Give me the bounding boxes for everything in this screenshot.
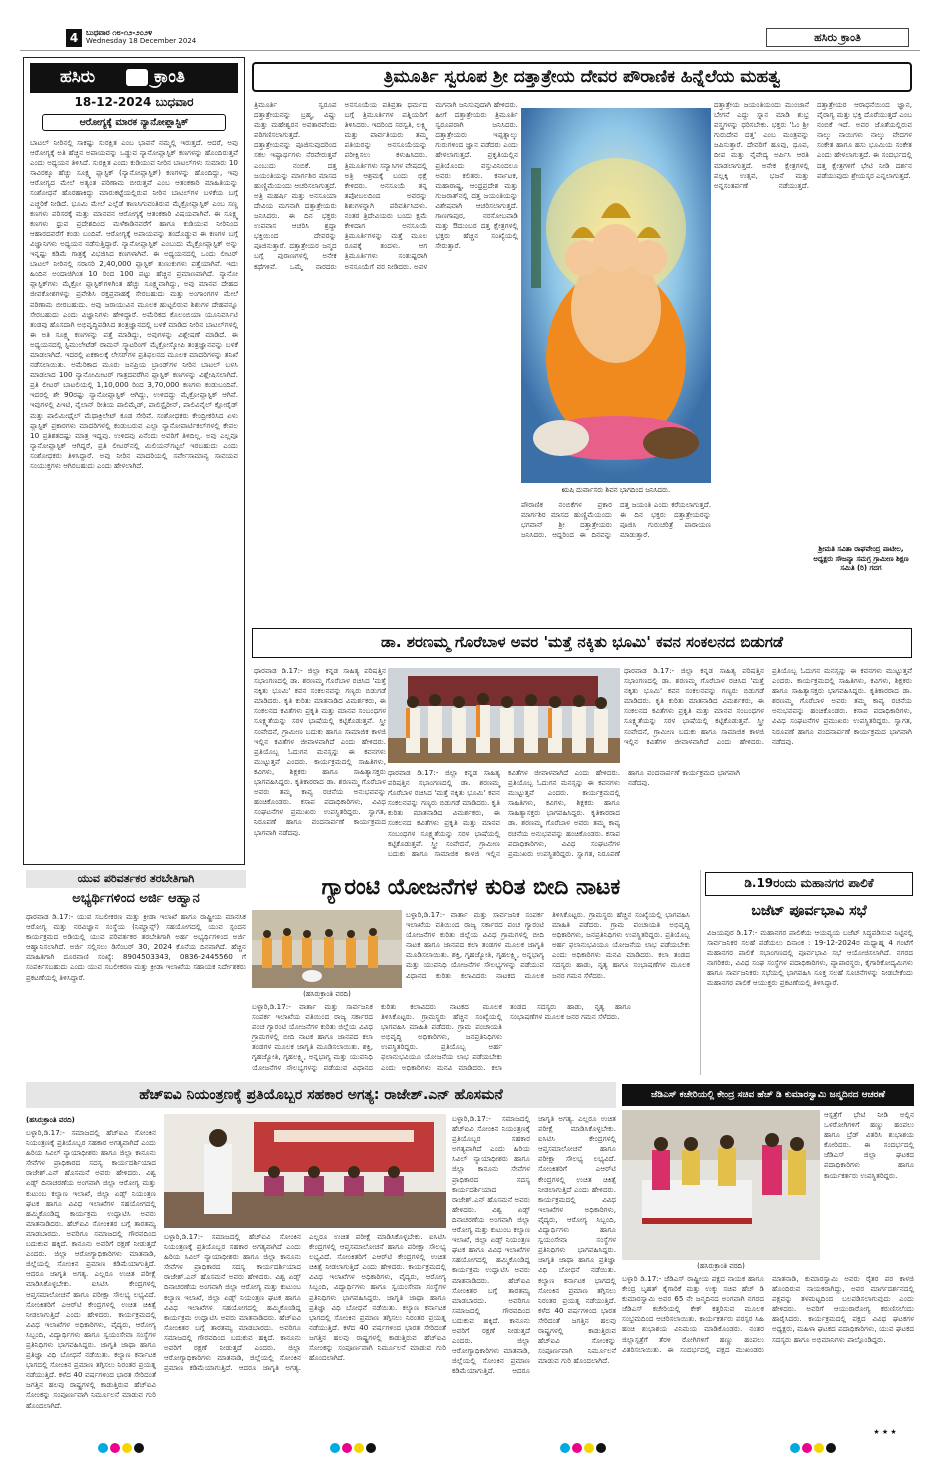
jds-title: ಜೆಡಿಎಸ್ ಕಚೇರಿಯಲ್ಲಿ ಕೇಂದ್ರ ಸಚಿವ ಹೆಚ್ ಡಿ ಕುಮಾರಸ್ವಾಮಿ ಜನ್ಮದಿನದ ಆಚರಣೆ — [622, 1084, 914, 1106]
guarantee-photo-caption: (ಹಸಿರುಕ್ರಾಂತಿ ವರದಿ) — [303, 990, 351, 998]
magenta-dot-icon — [802, 1443, 812, 1453]
cyan-dot-icon — [560, 1443, 570, 1453]
yellow-dot-icon — [122, 1443, 132, 1453]
dattatreya-image — [521, 108, 711, 483]
cyan-dot-icon — [98, 1443, 108, 1453]
sidebar-masthead-word2: ಕ್ರಾಂತಿ — [154, 67, 185, 87]
book-release-body-middle: ಧಾರವಾಡ ಡಿ.17:- ಜಿಲ್ಲಾ ಕನ್ನಡ ಸಾಹಿತ್ಯ ಪರಿಷತ್ತಿನ ಸಭಾಂಗಣದಲ್ಲಿ ಡಾ. ಶರಣಮ್ಮ ಗೊರೆಬಾಳ ರಚಿಸಿದ 'ಮತ್ತೆ ನಕ್ಕಿತು ಭೂಮಿ' ಕವನ ಸಂಕಲನವನ್ನು ಗಣ್ಯರು ಬಿಡುಗಡೆ ಮಾಡಿದರು. ಕೃತಿ ಕುರಿತು ಮಾತನಾಡಿದ ವಿಮರ್ಶಕರು, ಈ ಸಂಕಲನದ ಕವಿತೆಗಳು ಪ್ರಕೃತಿ ಮತ್ತು ಮಾನವ ಸಂಬಂಧಗಳ ಸೂಕ್ಷ್ಮತೆಯನ್ನು ಸರಳ ಭಾಷೆಯಲ್ಲಿ ಕಟ್ಟಿಕೊಡುತ್ತವೆ. ಸ್ತ್ರೀ ಸಂವೇದನೆ, ಗ್ರಾಮೀಣ ಬದುಕು ಹಾಗೂ ಸಾಮಾಜಿಕ ಕಾಳಜಿ ಇಲ್ಲಿನ ಕವಿತೆಗಳ ಜೀವಾಳವಾಗಿದೆ ಎಂದು ಹೇಳಿದರು. ಪ್ರತಿಯೊಬ್ಬ ಓದುಗನ ಮನಸ್ಸನ್ನು ಈ ಕವನಗಳು ಮುಟ್ಟುತ್ತವೆ ಎಂದರು. ಕಾರ್ಯಕ್ರಮದಲ್ಲಿ ಸಾಹಿತಿಗಳು, ಕವಿಗಳು, ಶಿಕ್ಷಕರು ಹಾಗೂ ಸಾಹಿತ್ಯಾಸಕ್ತರು ಭಾಗವಹಿಸಿದ್ದರು. ಕೃತಿಕಾರರಾದ ಡಾ. ಶರಣಮ್ಮ ಗೊರೆಬಾಳ ಅವರು ತಮ್ಮ ಕಾವ್ಯ ರಚನೆಯ ಅನುಭವವನ್ನು ಹಂಚಿಕೊಂಡರು. ಕಸಾಪ ಪದಾಧಿಕಾರಿಗಳು, ವಿವಿಧ ಸಂಘಟನೆಗಳ ಪ್ರಮುಖರು ಉಪಸ್ಥಿತರಿದ್ದರು. ಸ್ವಾಗತ, ನಿರೂಪಣೆ ಹಾಗೂ ವಂದನಾರ್ಪಣೆ ಕಾರ್ಯಕ್ರಮದ ಭಾಗವಾಗಿ ನಡೆದವು. — [388, 768, 740, 858]
guarantee-title: ಗ್ಯಾರಂಟಿ ಯೋಜನೆಗಳ ಕುರಿತ ಬೀದಿ ನಾಟಕ — [321, 875, 621, 900]
hiv-dateline: (ಹಸಿರುಕ್ರಾಂತಿ ವರದಿ) — [26, 1116, 75, 1124]
left-sidebar — [23, 57, 245, 865]
feature-title: ತ್ರಿಮೂರ್ತಿ ಸ್ವರೂಪ ಶ್ರೀ ದತ್ತಾತ್ರೇಯ ದೇವರ ಪೌರಾಣಿಕ ಹಿನ್ನೆಲೆಯ ಮಹತ್ವ — [252, 62, 912, 92]
black-dot-icon — [366, 1443, 376, 1453]
hiv-body-col1: ಬಳ್ಳಾರಿ,ಡಿ.17:- ಸಮಾಜದಲ್ಲಿ ಹೆಚ್‌ಐವಿ ಸೋಂಕಿನ ನಿಯಂತ್ರಣಕ್ಕೆ ಪ್ರತಿಯೊಬ್ಬರ ಸಹಕಾರ ಅಗತ್ಯವಾಗಿದೆ ಎಂದು ಹಿರಿಯ ಸಿವಿಲ್ ನ್ಯಾಯಾಧೀಶರು ಹಾಗೂ ಜಿಲ್ಲಾ ಕಾನೂನು ಸೇವೆಗಳ ಪ್ರಾಧಿಕಾರದ ಸದಸ್ಯ ಕಾರ್ಯದರ್ಶಿಯಾದ ರಾಜೇಶ್.ಎನ್ ಹೊಸಮನೆ ಅವರು ಹೇಳಿದರು. ವಿಶ್ವ ಏಡ್ಸ್ ದಿನಾಚರಣೆಯ ಅಂಗವಾಗಿ ಜಿಲ್ಲಾ ಆರೋಗ್ಯ ಮತ್ತು ಕುಟುಂಬ ಕಲ್ಯಾಣ ಇಲಾಖೆ, ಜಿಲ್ಲಾ ಏಡ್ಸ್ ನಿಯಂತ್ರಣ ಘಟಕ ಹಾಗೂ ವಿವಿಧ ಇಲಾಖೆಗಳ ಸಹಯೋಗದಲ್ಲಿ ಹಮ್ಮಿಕೊಂಡಿದ್ದ ಕಾರ್ಯಕ್ರಮ ಉದ್ಘಾಟಿಸಿ ಅವರು ಮಾತನಾಡಿದರು. ಹೆಚ್‌ಐವಿ ಸೋಂಕಿತರ ಬಗ್ಗೆ ತಾರತಮ್ಯ ಮಾಡಬಾರದು. ಅವರಿಗೂ ಸಮಾಜದಲ್ಲಿ ಗೌರವದಿಂದ ಬದುಕುವ ಹಕ್ಕಿದೆ. ಕಾನೂನು ಅವರಿಗೆ ರಕ್ಷಣೆ ನೀಡುತ್ತದೆ ಎಂದರು. ಜಿಲ್ಲಾ ಆರೋಗ್ಯಾಧಿಕಾರಿಗಳು ಮಾತನಾಡಿ, ಜಿಲ್ಲೆಯಲ್ಲಿ ಸೋಂಕಿನ ಪ್ರಮಾಣ ಕಡಿಮೆಯಾಗುತ್ತಿದೆ. ಆದರೂ ಜಾಗೃತಿ ಅಗತ್ಯ. ಎಲ್ಲರೂ ಉಚಿತ ಪರೀಕ್ಷೆ ಮಾಡಿಸಿಕೊಳ್ಳಬೇಕು. ಐಸಿಟಿಸಿ ಕೇಂದ್ರಗಳಲ್ಲಿ ಆಪ್ತಸಮಾಲೋಚನೆ ಹಾಗೂ ಪರೀಕ್ಷಾ ಸೌಲಭ್ಯ ಲಭ್ಯವಿದೆ. ಸೋಂಕಿತರಿಗೆ ಎಆರ್‌ಟಿ ಕೇಂದ್ರಗಳಲ್ಲಿ ಉಚಿತ ಚಿಕಿತ್ಸೆ ನೀಡಲಾಗುತ್ತಿದೆ ಎಂದು ಹೇಳಿದರು. ಕಾರ್ಯಕ್ರಮದಲ್ಲಿ ವಿವಿಧ ಇಲಾಖೆಗಳ ಅಧಿಕಾರಿಗಳು, ವೈದ್ಯರು, ಆರೋಗ್ಯ ಸಿಬ್ಬಂದಿ, ವಿದ್ಯಾರ್ಥಿಗಳು ಹಾಗೂ ಸ್ವಯಂಸೇವಾ ಸಂಸ್ಥೆಗಳ ಪ್ರತಿನಿಧಿಗಳು ಭಾಗವಹಿಸಿದ್ದರು. ಜಾಗೃತಿ ಜಾಥಾ ಹಾಗೂ ಪ್ರತಿಜ್ಞಾ ವಿಧಿ ಬೋಧನೆ ನಡೆಯಿತು. ಕಲ್ಯಾಣ ಕರ್ನಾಟಕ ಭಾಗದಲ್ಲಿ ಸೋಂಕಿನ ಪ್ರಮಾಣ ತಗ್ಗಿಸಲು ನಿರಂತರ ಪ್ರಯತ್ನ ನಡೆಯುತ್ತಿದೆ. ಕಳೆದ 40 ವರ್ಷಗಳಿಂದ ಭಾರತ ಸೇರಿದಂತೆ ಜಗತ್ತಿನ ಹಲವು ರಾಷ್ಟ್ರಗಳಲ್ಲಿ ಕಾಡುತ್ತಿರುವ ಹೆಚ್‌ಐವಿ ಸೋಂಕನ್ನು ಸಂಪೂರ್ಣವಾಗಿ ನಿರ್ಮೂಲನೆ ಮಾಡುವ ಗುರಿ ಹೊಂದಲಾಗಿದೆ. — [26, 1128, 156, 1410]
magenta-dot-icon — [110, 1443, 120, 1453]
budget-title-line1: ಡಿ.19ರಂದು ಮಹಾನಗರ ಪಾಲಿಕೆ — [705, 872, 913, 896]
guarantee-body-below: ಬಳ್ಳಾರಿ,ಡಿ.17:- ವಾರ್ತಾ ಮತ್ತು ಸಾರ್ವಜನಿಕ ಸಂಪರ್ಕ ಇಲಾಖೆಯ ವತಿಯಿಂದ ರಾಜ್ಯ ಸರ್ಕಾರದ ಪಂಚ ಗ್ಯಾರಂಟಿ ಯೋಜನೆಗಳ ಕುರಿತು ಜಿಲ್ಲೆಯ ವಿವಿಧ ಗ್ರಾಮಗಳಲ್ಲಿ ಬೀದಿ ನಾಟಕ ಹಾಗೂ ಜಾನಪದ ಕಲಾ ತಂಡಗಳ ಮೂಲಕ ಜಾಗೃತಿ ಮೂಡಿಸಲಾಯಿತು. ಶಕ್ತಿ, ಗೃಹಜ್ಯೋತಿ, ಗೃಹಲಕ್ಷ್ಮಿ, ಅನ್ನಭಾಗ್ಯ ಮತ್ತು ಯುವನಿಧಿ ಯೋಜನೆಗಳ ಸೌಲಭ್ಯಗಳನ್ನು ಪಡೆಯುವ ವಿಧಾನದ ಕುರಿತು ಕಲಾವಿದರು ನಾಟಕದ ಮೂಲಕ ತಿಳಿಸಿಕೊಟ್ಟರು. ಗ್ರಾಮಸ್ಥರು ಹೆಚ್ಚಿನ ಸಂಖ್ಯೆಯಲ್ಲಿ ಭಾಗವಹಿಸಿ ಮಾಹಿತಿ ಪಡೆದರು. ಗ್ರಾಮ ಪಂಚಾಯತಿ ಅಭಿವೃದ್ಧಿ ಅಧಿಕಾರಿಗಳು, ಜನಪ್ರತಿನಿಧಿಗಳು ಉಪಸ್ಥಿತರಿದ್ದರು. ಪ್ರತಿಯೊಬ್ಬ ಅರ್ಹ ಫಲಾನುಭವಿಯೂ ಯೋಜನೆಯ ಲಾಭ ಪಡೆಯಬೇಕು ಎಂದು ಅಧಿಕಾರಿಗಳು ಮನವಿ ಮಾಡಿದರು. ಕಲಾ ತಂಡದ ಸದಸ್ಯರು ಹಾಡು, ನೃತ್ಯ ಹಾಗೂ ಸಂಭಾಷಣೆಗಳ ಮೂಲಕ ಜನರ ಗಮನ ಸೆಳೆದರು. — [252, 1002, 631, 1072]
yellow-dot-icon — [814, 1443, 824, 1453]
guarantee-body-right: ಬಳ್ಳಾರಿ,ಡಿ.17:- ವಾರ್ತಾ ಮತ್ತು ಸಾರ್ವಜನಿಕ ಸಂಪರ್ಕ ಇಲಾಖೆಯ ವತಿಯಿಂದ ರಾಜ್ಯ ಸರ್ಕಾರದ ಪಂಚ ಗ್ಯಾರಂಟಿ ಯೋಜನೆಗಳ ಕುರಿತು ಜಿಲ್ಲೆಯ ವಿವಿಧ ಗ್ರಾಮಗಳಲ್ಲಿ ಬೀದಿ ನಾಟಕ ಹಾಗೂ ಜಾನಪದ ಕಲಾ ತಂಡಗಳ ಮೂಲಕ ಜಾಗೃತಿ ಮೂಡಿಸಲಾಯಿತು. ಶಕ್ತಿ, ಗೃಹಜ್ಯೋತಿ, ಗೃಹಲಕ್ಷ್ಮಿ, ಅನ್ನಭಾಗ್ಯ ಮತ್ತು ಯುವನಿಧಿ ಯೋಜನೆಗಳ ಸೌಲಭ್ಯಗಳನ್ನು ಪಡೆಯುವ ವಿಧಾನದ ಕುರಿತು ಕಲಾವಿದರು ನಾಟಕದ ಮೂಲಕ ತಿಳಿಸಿಕೊಟ್ಟರು. ಗ್ರಾಮಸ್ಥರು ಹೆಚ್ಚಿನ ಸಂಖ್ಯೆಯಲ್ಲಿ ಭಾಗವಹಿಸಿ ಮಾಹಿತಿ ಪಡೆದರು. ಗ್ರಾಮ ಪಂಚಾಯತಿ ಅಭಿವೃದ್ಧಿ ಅಧಿಕಾರಿಗಳು, ಜನಪ್ರತಿನಿಧಿಗಳು ಉಪಸ್ಥಿತರಿದ್ದರು. ಪ್ರತಿಯೊಬ್ಬ ಅರ್ಹ ಫಲಾನುಭವಿಯೂ ಯೋಜನೆಯ ಲಾಭ ಪಡೆಯಬೇಕು ಎಂದು ಅಧಿಕಾರಿಗಳು ಮನವಿ ಮಾಡಿದರು. ಕಲಾ ತಂಡದ ಸದಸ್ಯರು ಹಾಡು, ನೃತ್ಯ ಹಾಗೂ ಸಂಭಾಷಣೆಗಳ ಮೂಲಕ ಜನರ ಗಮನ ಸೆಳೆದರು. — [406, 910, 690, 980]
dattatreya-image-caption: ಋಷಿ ದುರ್ವಾಸರು ಶಿವನ ಭಾಗದಿಂದ ಜನಿಸಿದರು. — [561, 486, 671, 494]
header-date-kannada: ಬುಧವಾರ ೧೮-೧೨-೨೦೨೪ — [86, 28, 153, 37]
magenta-dot-icon — [572, 1443, 582, 1453]
hiv-photo — [164, 1114, 446, 1228]
black-dot-icon — [826, 1443, 836, 1453]
hiv-body-col4: ಬಳ್ಳಾರಿ,ಡಿ.17:- ಸಮಾಜದಲ್ಲಿ ಹೆಚ್‌ಐವಿ ಸೋಂಕಿನ ನಿಯಂತ್ರಣಕ್ಕೆ ಪ್ರತಿಯೊಬ್ಬರ ಸಹಕಾರ ಅಗತ್ಯವಾಗಿದೆ ಎಂದು ಹಿರಿಯ ಸಿವಿಲ್ ನ್ಯಾಯಾಧೀಶರು ಹಾಗೂ ಜಿಲ್ಲಾ ಕಾನೂನು ಸೇವೆಗಳ ಪ್ರಾಧಿಕಾರದ ಸದಸ್ಯ ಕಾರ್ಯದರ್ಶಿಯಾದ ರಾಜೇಶ್.ಎನ್ ಹೊಸಮನೆ ಅವರು ಹೇಳಿದರು. ವಿಶ್ವ ಏಡ್ಸ್ ದಿನಾಚರಣೆಯ ಅಂಗವಾಗಿ ಜಿಲ್ಲಾ ಆರೋಗ್ಯ ಮತ್ತು ಕುಟುಂಬ ಕಲ್ಯಾಣ ಇಲಾಖೆ, ಜಿಲ್ಲಾ ಏಡ್ಸ್ ನಿಯಂತ್ರಣ ಘಟಕ ಹಾಗೂ ವಿವಿಧ ಇಲಾಖೆಗಳ ಸಹಯೋಗದಲ್ಲಿ ಹಮ್ಮಿಕೊಂಡಿದ್ದ ಕಾರ್ಯಕ್ರಮ ಉದ್ಘಾಟಿಸಿ ಅವರು ಮಾತನಾಡಿದರು. ಹೆಚ್‌ಐವಿ ಸೋಂಕಿತರ ಬಗ್ಗೆ ತಾರತಮ್ಯ ಮಾಡಬಾರದು. ಅವರಿಗೂ ಸಮಾಜದಲ್ಲಿ ಗೌರವದಿಂದ ಬದುಕುವ ಹಕ್ಕಿದೆ. ಕಾನೂನು ಅವರಿಗೆ ರಕ್ಷಣೆ ನೀಡುತ್ತದೆ ಎಂದರು. ಜಿಲ್ಲಾ ಆರೋಗ್ಯಾಧಿಕಾರಿಗಳು ಮಾತನಾಡಿ, ಜಿಲ್ಲೆಯಲ್ಲಿ ಸೋಂಕಿನ ಪ್ರಮಾಣ ಕಡಿಮೆಯಾಗುತ್ತಿದೆ. ಆದರೂ ಜಾಗೃತಿ ಅಗತ್ಯ. ಎಲ್ಲರೂ ಉಚಿತ ಪರೀಕ್ಷೆ ಮಾಡಿಸಿಕೊಳ್ಳಬೇಕು. ಐಸಿಟಿಸಿ ಕೇಂದ್ರಗಳಲ್ಲಿ ಆಪ್ತಸಮಾಲೋಚನೆ ಹಾಗೂ ಪರೀಕ್ಷಾ ಸೌಲಭ್ಯ ಲಭ್ಯವಿದೆ. ಸೋಂಕಿತರಿಗೆ ಎಆರ್‌ಟಿ ಕೇಂದ್ರಗಳಲ್ಲಿ ಉಚಿತ ಚಿಕಿತ್ಸೆ ನೀಡಲಾಗುತ್ತಿದೆ ಎಂದು ಹೇಳಿದರು. ಕಾರ್ಯಕ್ರಮದಲ್ಲಿ ವಿವಿಧ ಇಲಾಖೆಗಳ ಅಧಿಕಾರಿಗಳು, ವೈದ್ಯರು, ಆರೋಗ್ಯ ಸಿಬ್ಬಂದಿ, ವಿದ್ಯಾರ್ಥಿಗಳು ಹಾಗೂ ಸ್ವಯಂಸೇವಾ ಸಂಸ್ಥೆಗಳ ಪ್ರತಿನಿಧಿಗಳು ಭಾಗವಹಿಸಿದ್ದರು. ಜಾಗೃತಿ ಜಾಥಾ ಹಾಗೂ ಪ್ರತಿಜ್ಞಾ ವಿಧಿ ಬೋಧನೆ ನಡೆಯಿತು. ಕಲ್ಯಾಣ ಕರ್ನಾಟಕ ಭಾಗದಲ್ಲಿ ಸೋಂಕಿನ ಪ್ರಮಾಣ ತಗ್ಗಿಸಲು ನಿರಂತರ ಪ್ರಯತ್ನ ನಡೆಯುತ್ತಿದೆ. ಕಳೆದ 40 ವರ್ಷಗಳಿಂದ ಭಾರತ ಸೇರಿದಂತೆ ಜಗತ್ತಿನ ಹಲವು ರಾಷ್ಟ್ರಗಳಲ್ಲಿ ಕಾಡುತ್ತಿರುವ ಹೆಚ್‌ಐವಿ ಸೋಂಕನ್ನು ಸಂಪೂರ್ಣವಾಗಿ ನಿರ್ಮೂಲನೆ ಮಾಡುವ ಗುರಿ ಹೊಂದಲಾಗಿದೆ. — [452, 1114, 616, 1376]
header-rule — [20, 50, 920, 51]
book-release-title: ಡಾ. ಶರಣಮ್ಮ ಗೊರೆಬಾಳ ಅವರ 'ಮತ್ತೆ ನಕ್ಕಿತು ಭೂಮಿ' ಕವನ ಸಂಕಲನದ ಬಿಡುಗಡೆ — [252, 628, 912, 658]
youth-body: ಧಾರವಾಡ ಡಿ.17:- ಯುವ ಸಬಲೀಕರಣ ಮತ್ತು ಕ್ರೀಡಾ ಇಲಾಖೆ ಹಾಗೂ ರಾಷ್ಟ್ರೀಯ ಮಾನಸಿಕ ಆರೋಗ್ಯ ಮತ್ತು ನರವಿಜ್ಞಾನ ಸಂಸ್ಥೆಯ (ನಿಮ್ಹಾನ್ಸ್) ಸಹಯೋಗದಲ್ಲಿ ಯುವ ಸ್ಪಂದನ ಕಾರ್ಯಕ್ರಮದ ಅಡಿಯಲ್ಲಿ ಯುವ ಪರಿವರ್ತಕರ ತರಬೇತಿಗಾಗಿ ಅರ್ಹ ಅಭ್ಯರ್ಥಿಗಳಿಂದ ಅರ್ಜಿ ಆಹ್ವಾನಿಸಲಾಗಿದೆ. ಅರ್ಜಿ ಸಲ್ಲಿಸಲು ಡಿಸೆಂಬರ್ 30, 2024 ಕೊನೆಯ ದಿನವಾಗಿದೆ. ಹೆಚ್ಚಿನ ಮಾಹಿತಿಗಾಗಿ ದೂರವಾಣಿ ಸಂಖ್ಯೆ: 8904503343, 0836-2445560 ಗೆ ಸಂಪರ್ಕಿಸಬಹುದು ಎಂದು ಯುವ ಸಬಲೀಕರಣ ಮತ್ತು ಕ್ರೀಡಾ ಇಲಾಖೆಯ ಸಹಾಯಕ ನಿರ್ದೇಶಕರು ಪ್ರಕಟಣೆಯಲ್ಲಿ ತಿಳಿಸಿದ್ದಾರೆ. — [26, 912, 246, 982]
sidebar-date: 18-12-2024 ಬುಧವಾರ — [74, 95, 194, 109]
feature-body-left: ತ್ರಿಮೂರ್ತಿ ಸ್ವರೂಪ ದತ್ತಾತ್ರೇಯನನ್ನು ಬ್ರಹ್ಮ, ವಿಷ್ಣು ಮತ್ತು ಮಹೇಶ್ವರನ ಅವತಾರವೆಂದು ಪರಿಗಣಿಸಲಾಗುತ್ತದೆ. ದತ್ತಾತ್ರೇಯನನ್ನು ಪೂಜಿಸುವುದರಿಂದ ಸಕಲ ಇಷ್ಟಾರ್ಥಗಳು ನೆರವೇರುತ್ತವೆ ಎಂಬುದು ನಂಬಿಕೆ. ದತ್ತ ಜಯಂತಿಯನ್ನು ಮಾರ್ಗಶಿರ ಮಾಸದ ಹುಣ್ಣಿಮೆಯಂದು ಆಚರಿಸಲಾಗುತ್ತದೆ. ಅತ್ರಿ ಮಹರ್ಷಿ ಮತ್ತು ಅನಸೂಯಾ ದೇವಿಯ ಮಗನಾಗಿ ದತ್ತಾತ್ರೇಯರು ಜನಿಸಿದರು. ಈ ದಿನ ಭಕ್ತರು ಉಪವಾಸ ಆಚರಿಸಿ ಶ್ರದ್ಧಾ ಭಕ್ತಿಯಿಂದ ದೇವರನ್ನು ಪೂಜಿಸುತ್ತಾರೆ. ದತ್ತಾತ್ರೇಯರ ಜನ್ಮದ ಬಗ್ಗೆ ಪುರಾಣಗಳಲ್ಲಿ ಅನೇಕ ಕಥೆಗಳಿವೆ. ಒಮ್ಮೆ ನಾರದರು ಅನಸೂಯೆಯ ಪತಿವ್ರತಾ ಧರ್ಮದ ಬಗ್ಗೆ ತ್ರಿಮೂರ್ತಿಗಳ ಪತ್ನಿಯರಿಗೆ ತಿಳಿಸಿದರು. ಇದರಿಂದ ಸರಸ್ವತಿ, ಲಕ್ಷ್ಮಿ ಮತ್ತು ಪಾರ್ವತಿಯರು ತಮ್ಮ ಪತಿಯರನ್ನು ಅನಸೂಯೆಯನ್ನು ಪರೀಕ್ಷಿಸಲು ಕಳುಹಿಸಿದರು. ತ್ರಿಮೂರ್ತಿಗಳು ಸನ್ಯಾಸಿಗಳ ವೇಷದಲ್ಲಿ ಅತ್ರಿ ಆಶ್ರಮಕ್ಕೆ ಬಂದು ಭಿಕ್ಷೆ ಕೇಳಿದರು. ಅನಸೂಯೆ ತನ್ನ ತಪೋಬಲದಿಂದ ಅವರನ್ನು ಶಿಶುಗಳನ್ನಾಗಿ ಪರಿವರ್ತಿಸಿದಳು. ನಂತರ ತ್ರಿದೇವಿಯರು ಬಂದು ಕ್ಷಮೆ ಕೇಳಿದಾಗ ಅನಸೂಯೆ ತ್ರಿಮೂರ್ತಿಗಳನ್ನು ಮತ್ತೆ ಮೂಲ ರೂಪಕ್ಕೆ ತಂದಳು. ಆಗ ತ್ರಿಮೂರ್ತಿಗಳು ಸಂತುಷ್ಟರಾಗಿ ಅನಸೂಯೆಗೆ ವರ ನೀಡಿದರು. ಅವಳ ಮಗನಾಗಿ ಜನಿಸುವುದಾಗಿ ಹೇಳಿದರು. ಹೀಗೆ ದತ್ತಾತ್ರೇಯರು ತ್ರಿಮೂರ್ತಿ ಸ್ವರೂಪರಾಗಿ ಜನಿಸಿದರು. ದತ್ತಾತ್ರೇಯರು ಇಪ್ಪತ್ನಾಲ್ಕು ಗುರುಗಳಿಂದ ಜ್ಞಾನ ಪಡೆದರು ಎಂದು ಹೇಳಲಾಗುತ್ತದೆ. ಪ್ರಕೃತಿಯಲ್ಲಿನ ಪ್ರತಿಯೊಂದು ವಸ್ತುವಿನಿಂದಲೂ ಅವರು ಕಲಿತರು. ಕರ್ನಾಟಕ, ಮಹಾರಾಷ್ಟ್ರ, ಆಂಧ್ರಪ್ರದೇಶ ಮತ್ತು ಗುಜರಾತ್‌ನಲ್ಲಿ ದತ್ತ ಜಯಂತಿಯನ್ನು ವಿಶೇಷವಾಗಿ ಆಚರಿಸಲಾಗುತ್ತದೆ. ಗಾಣಗಾಪುರ, ನರಸೋಬವಾಡಿ ಮತ್ತು ಔದುಂಬರ ದತ್ತ ಕ್ಷೇತ್ರಗಳಲ್ಲಿ ಭಕ್ತರು ಹೆಚ್ಚಿನ ಸಂಖ್ಯೆಯಲ್ಲಿ ಸೇರುತ್ತಾರೆ. — [254, 100, 518, 271]
jds-photo — [622, 1110, 820, 1260]
jds-body: ಬಳ್ಳಾರಿ ಡಿ.17:- ಜೆಡಿಎಸ್ ರಾಷ್ಟ್ರೀಯ ಪಕ್ಷದ ನಾಯಕ ಹಾಗೂ ಕೇಂದ್ರ ಬೃಹತ್ ಕೈಗಾರಿಕೆ ಮತ್ತು ಉಕ್ಕು ಸಚಿವ ಹೆಚ್ ಡಿ ಕುಮಾರಸ್ವಾಮಿ ಅವರ 65 ನೇ ಜನ್ಮದಿನದ ಅಂಗವಾಗಿ ನಗರದ ಜೆಡಿಎಸ್ ಕಚೇರಿಯಲ್ಲಿ ಕೇಕ್ ಕತ್ತರಿಸುವ ಮೂಲಕ ಸಂಭ್ರಮದಿಂದ ಆಚರಿಸಲಾಯಿತು. ಕಾರ್ಯಕರ್ತರು ಪರಸ್ಪರ ಸಿಹಿ ಹಂಚಿ ಶುಭಾಶಯ ವಿನಿಮಯ ಮಾಡಿಕೊಂಡರು. ನಂತರ ಜಿಲ್ಲಾಸ್ಪತ್ರೆಗೆ ತೆರಳಿ ರೋಗಿಗಳಿಗೆ ಹಣ್ಣು ಹಂಪಲು ವಿತರಿಸಲಾಯಿತು. ಈ ಸಂದರ್ಭದಲ್ಲಿ ಪಕ್ಷದ ಮುಖಂಡರು ಮಾತನಾಡಿ, ಕುಮಾರಸ್ವಾಮಿ ಅವರು ರೈತರ ಪರ ಕಾಳಜಿ ಹೊಂದಿರುವ ನಾಯಕರಾಗಿದ್ದು, ಅವರ ಮಾರ್ಗದರ್ಶನದಲ್ಲಿ ಪಕ್ಷವನ್ನು ತಳಮಟ್ಟದಿಂದ ಬಲಪಡಿಸಲಾಗುವುದು ಎಂದು ಹೇಳಿದರು. ಅವರಿಗೆ ಆಯುರಾರೋಗ್ಯ ಕರುಣಿಸಲೆಂದು ಹಾರೈಸಿದರು. ಕಾರ್ಯಕ್ರಮದಲ್ಲಿ ಪಕ್ಷದ ವಿವಿಧ ಘಟಕಗಳ ಅಧ್ಯಕ್ಷರು, ಮಹಿಳಾ ಘಟಕದ ಪದಾಧಿಕಾರಿಗಳು, ಯುವ ಘಟಕದ ಸದಸ್ಯರು ಹಾಗೂ ಅಭಿಮಾನಿಗಳು ಪಾಲ್ಗೊಂಡಿದ್ದರು. — [622, 1274, 914, 1354]
cyan-dot-icon — [790, 1443, 800, 1453]
feature-byline: ಶ್ರೀಮತಿ ಸವಿತಾ ರಾಘವೇಂದ್ರ ಪಾಟೀಲ, ಅಧ್ಯಕ್ಷರು ಸೌಜನ್ಯಾ ಸಮಗ್ರ ಗ್ರಾಮೀಣ ಶಿಕ್ಷಣ ಸಮಿತಿ (ರಿ) ಗದಗ — [813, 545, 909, 572]
book-release-photo — [388, 668, 620, 763]
sidebar-article-body: ಬಾಟಲ್ ನೀರಿನಲ್ಲಿ ಸಾಕಷ್ಟು ಸುರಕ್ಷಿತ ಎಂಬ ಭಾವನೆ ನಮ್ಮಲ್ಲಿ ಇರುತ್ತದೆ. ಆದರೆ, ಅವು ಆರೋಗ್ಯಕ್ಕೆ ಅತಿ ಹೆಚ್ಚಿನ ಅಪಾಯವನ್ನು ಒಡ್ಡುವ ನ್ಯಾನೋಪ್ಲಾಸ್ಟಿಕ್ ಕಣಗಳನ್ನು ಹೊಂದಿರುತ್ತವೆ ಎಂದು ಅಧ್ಯಯನ ತಿಳಿಸಿದೆ. ಸುರಕ್ಷಿತ ಎಂದು ಕುಡಿಯುವ ನೀರಿನ ಬಾಟಲ್‌ಗಳು ಸುಮಾರು 10 ಸಾವಿರಕ್ಕೂ ಹೆಚ್ಚು ಸೂಕ್ಷ್ಮ ಪ್ಲಾಸ್ಟಿಕ್ (ನ್ಯಾನೋಪ್ಲಾಸ್ಟಿಕ್) ಕಣಗಳನ್ನು ಹೊಂದಿದ್ದು, ಇವು ಆರೋಗ್ಯದ ಮೇಲೆ ಅತ್ಯಂತ ಪರಿಣಾಮ ಬೀರುತ್ತವೆ ಎಂಬ ಆತಂಕಕಾರಿ ಮಾಹಿತಿಯನ್ನು ಸಂಶೋಧನೆ ಹೊರಹಾಕಿದ್ದು ಮಾರುಕಟ್ಟೆಯಲ್ಲಿರುವ ನೀರಿನ ಬಾಟಲ್‌ಗಳ ಬಳಕೆಯ ಬಗ್ಗೆ ಎಚ್ಚರಿಕೆ ನೀಡಿದೆ. ಭೂಮಿ ಮೇಲೆ ಎಲ್ಲೆಡೆ ಕಾಣಸಿಗುವಂತಿರುವ ಮೈಕ್ರೋಪ್ಲಾಸ್ಟಿಕ್ ಎಂಬ ಸಣ್ಣ ಕಣಗಳು ಪರಿಸರಕ್ಕೆ ಮತ್ತು ಮಾನವನ ಆರೋಗ್ಯಕ್ಕೆ ಆತಂಕಕಾರಿ ವಿಷಯವಾಗಿವೆ. ಈ ಸೂಕ್ಷ್ಮ ಕಣಗಳು ಧ್ರುವ ಪ್ರದೇಶದಿಂದ ಮಳೆಕಾಡಿನವರೆಗೆ ಹಾಗೂ ಕುಡಿಯುವ ನೀರಿನಿಂದ ಆಹಾರದವರೆಗೆ ಕಂಡು ಬಂದಿವೆ. ಆರೋಗ್ಯಕ್ಕೆ ಅಪಾಯವನ್ನು ತಂದೊಡ್ಡುವ ಈ ಕಣಗಳ ಬಗ್ಗೆ ವಿಜ್ಞಾನಿಗಳು ಅಧ್ಯಯನ ನಡೆಸುತ್ತಿದ್ದಾರೆ. ನ್ಯಾನೋಪ್ಲಾಸ್ಟಿಕ್ ಎಂಬುದು ಮೈಕ್ರೋಪ್ಲಾಸ್ಟಿಕ್ ಅನ್ನು ಇನ್ನಷ್ಟು ಕಡಿಮೆ ಗಾತ್ರಕ್ಕೆ ವಿಭಜಿಸಿದ ಕಣಗಳಾಗಿವೆ. ಈ ಅಧ್ಯಯನದಲ್ಲಿ ಒಂದು ಲೀಟರ್ ಬಾಟಲ್ ನೀರಿನಲ್ಲಿ ಸರಾಸರಿ 2,40,000 ಪ್ಲಾಸ್ಟಿಕ್ ತುಣುಕುಗಳು ಪತ್ತೆಯಾಗಿವೆ. ಇದು ಹಿಂದಿನ ಅಂದಾಜಿಗಿಂತ 10 ರಿಂದ 100 ಪಟ್ಟು ಹೆಚ್ಚಿನ ಪ್ರಮಾಣವಾಗಿದೆ. ನ್ಯಾನೋ ಪ್ಲಾಸ್ಟಿಕ್‌ಗಳು ಮೈಕ್ರೋ ಪ್ಲಾಸ್ಟಿಕ್‌ಗಳಿಗಿಂತ ಹೆಚ್ಚು ಸೂಕ್ಷ್ಮವಾಗಿದ್ದು, ಅವು ಮಾನವ ದೇಹದ ಜೀವಕೋಶಗಳನ್ನು ಪ್ರವೇಶಿಸಿ ರಕ್ತಪ್ರವಾಹಕ್ಕೆ ಸೇರಬಹುದು ಮತ್ತು ಅಂಗಾಂಗಗಳ ಮೇಲೆ ಪರಿಣಾಮ ಬೀರಬಹುದು. ಅವು ಜರಾಯುವಿನ ಮೂಲಕ ಹುಟ್ಟಲಿರುವ ಶಿಶುಗಳ ದೇಹವನ್ನೂ ಸೇರಬಹುದು ಎಂದು ವಿಜ್ಞಾನಿಗಳು ಹೇಳಿದ್ದಾರೆ. ಅಮೆರಿಕದ ಕೊಲಂಬಿಯಾ ಯೂನಿವರ್ಸಿಟಿ ತಂಡವು ಹೊಸದಾಗಿ ಅಭಿವೃದ್ಧಿಪಡಿಸಿದ ತಂತ್ರಜ್ಞಾನದಲ್ಲಿ ಬಳಕೆ ಮಾಡಿದ ನೀರಿನ ಬಾಟಲ್‌ಗಳಲ್ಲಿ ಈ ಅತಿ ಸೂಕ್ಷ್ಮ ಕಣಗಳನ್ನು ಪತ್ತೆ ಮಾಡಿದ್ದು, ಅವುಗಳನ್ನು ವಿಶ್ಲೇಷಣೆ ಮಾಡಿದೆ. ಈ ಅಧ್ಯಯನದಲ್ಲಿ ಸ್ಟಿಮುಲೇಟೆಡ್ ರಾಮನ್ ಸ್ಕ್ಯಾಟರಿಂಗ್ ಮೈಕ್ರೋಸ್ಕೋಪಿ ತಂತ್ರಜ್ಞಾನವನ್ನು ಬಳಕೆ ಮಾಡಲಾಗಿದೆ. ಇದರಲ್ಲಿ ಏಕಕಾಲಕ್ಕೆ ಲೇಸರ್‌ಗಳ ಪ್ರತಿಫಲನದ ಮೂಲಕ ಮಾದರಿಗಳನ್ನು ತನಿಖೆ ನಡೆಸಲಾಯಿತು. ಅಮೆರಿಕಾದ ಮೂರು ಜನಪ್ರಿಯ ಬ್ರಾಂಡ್‌ಗಳ ನೀರಿನ ಬಾಟಲ್ ಬಳಸಿ ಮಾಡಲಾದ 100 ನ್ಯಾನೋಮೀಟರ್ ಗಾತ್ರದವರೆಗಿನ ಪ್ಲಾಸ್ಟಿಕ್ ಕಣಗಳನ್ನು ವಿಶ್ಲೇಷಿಸಲಾಗಿದೆ. ಪ್ರತಿ ಲೀಟರ್ ಬಾಟಲಿಯಲ್ಲಿ 1,10,000 ರಿಂದ 3,70,000 ಕಣಗಳು ಕಂಡುಬಂದಿವೆ. ಇದರಲ್ಲಿ ಶೇ 90ರಷ್ಟು ನ್ಯಾನೋಪ್ಲಾಸ್ಟಿಕ್ ಆಗಿದ್ದು, ಉಳಿದದ್ದು ಮೈಕ್ರೋಪ್ಲಾಸ್ಟಿಕ್ ಆಗಿವೆ. ಇವುಗಳಲ್ಲಿ ಪಿಇಟಿ, ನೈಲಾನ್ ರೀತಿಯ ಪಾಲಿಮೈಡ್, ಪಾಲಿಸ್ಟೈರೀನ್, ಪಾಲಿವಿನೈಲ್ ಕ್ಲೋರೈಡ್ ಮತ್ತು ಪಾಲಿಮೀಥೈಲ್ ಮೆಥಾಕ್ರಿಲೇಟ್ ಕೂಡ ಸೇರಿವೆ. ಸಂಶೋಧಕರು ಕೇಂದ್ರೀಕರಿಸಿದ ಏಳು ಪ್ಲಾಸ್ಟಿಕ್ ಪ್ರಕಾರಗಳು ಮಾದರಿಗಳಲ್ಲಿ ಕಂಡುಬರುವ ಎಲ್ಲಾ ನ್ಯಾನೋಪಾರ್ಟಿಕಲ್‌ಗಳಲ್ಲಿ ಕೇವಲ 10 ಪ್ರತಿಶತದಷ್ಟು ಮಾತ್ರ ಇದ್ದವು. ಉಳಿದವು ಏನೆಂದು ಅವರಿಗೆ ತಿಳಿದಿಲ್ಲ. ಅವು ಎಲ್ಲವೂ ನ್ಯಾನೋಪ್ಲಾಸ್ಟಿಕ್ ಆಗಿದ್ದರೆ, ಪ್ರತಿ ಲೀಟರ್‌ನಲ್ಲಿ ಮಿಲಿಯನ್‌ಗಟ್ಟಲೆ ಇರಬಹುದು ಎಂದು ಸಂಶೋಧಕರು ತಿಳಿಸಿದ್ದಾರೆ. ಅವು ನೀರಿನ ಮಾದರಿಯಲ್ಲಿ ಸರ್ವೇಸಾಮಾನ್ಯ ಸಾವಯವ ಸಂಯುಕ್ತಗಳು ಆಗಿರಬಹುದು ಎಂದು ಹೇಳಲಾಗಿದೆ. — [30, 138, 238, 470]
jds-body-right: ಆಸ್ಪತ್ರೆಗೆ ಭೇಟಿ ನೀಡಿ ಅಲ್ಲಿನ ಒಳರೋಗಿಗಳಿಗೆ ಹಣ್ಣು ಹಂಪಲು ಹಾಗೂ ಬ್ರೆಡ್ ವಿತರಿಸಿ ಶುಭಾಶಯ ಕೋರಿದರು. ಈ ಸಂದರ್ಭದಲ್ಲಿ ಜೆಡಿಎಸ್ ಜಿಲ್ಲಾ ಘಟಕದ ಪದಾಧಿಕಾರಿಗಳು ಹಾಗೂ ಕಾರ್ಯಕರ್ತರು ಉಪಸ್ಥಿತರಿದ್ದರು. — [824, 1110, 914, 1180]
book-release-body-right: ಧಾರವಾಡ ಡಿ.17:- ಜಿಲ್ಲಾ ಕನ್ನಡ ಸಾಹಿತ್ಯ ಪರಿಷತ್ತಿನ ಸಭಾಂಗಣದಲ್ಲಿ ಡಾ. ಶರಣಮ್ಮ ಗೊರೆಬಾಳ ರಚಿಸಿದ 'ಮತ್ತೆ ನಕ್ಕಿತು ಭೂಮಿ' ಕವನ ಸಂಕಲನವನ್ನು ಗಣ್ಯರು ಬಿಡುಗಡೆ ಮಾಡಿದರು. ಕೃತಿ ಕುರಿತು ಮಾತನಾಡಿದ ವಿಮರ್ಶಕರು, ಈ ಸಂಕಲನದ ಕವಿತೆಗಳು ಪ್ರಕೃತಿ ಮತ್ತು ಮಾನವ ಸಂಬಂಧಗಳ ಸೂಕ್ಷ್ಮತೆಯನ್ನು ಸರಳ ಭಾಷೆಯಲ್ಲಿ ಕಟ್ಟಿಕೊಡುತ್ತವೆ. ಸ್ತ್ರೀ ಸಂವೇದನೆ, ಗ್ರಾಮೀಣ ಬದುಕು ಹಾಗೂ ಸಾಮಾಜಿಕ ಕಾಳಜಿ ಇಲ್ಲಿನ ಕವಿತೆಗಳ ಜೀವಾಳವಾಗಿದೆ ಎಂದು ಹೇಳಿದರು. ಪ್ರತಿಯೊಬ್ಬ ಓದುಗನ ಮನಸ್ಸನ್ನು ಈ ಕವನಗಳು ಮುಟ್ಟುತ್ತವೆ ಎಂದರು. ಕಾರ್ಯಕ್ರಮದಲ್ಲಿ ಸಾಹಿತಿಗಳು, ಕವಿಗಳು, ಶಿಕ್ಷಕರು ಹಾಗೂ ಸಾಹಿತ್ಯಾಸಕ್ತರು ಭಾಗವಹಿಸಿದ್ದರು. ಕೃತಿಕಾರರಾದ ಡಾ. ಶರಣಮ್ಮ ಗೊರೆಬಾಳ ಅವರು ತಮ್ಮ ಕಾವ್ಯ ರಚನೆಯ ಅನುಭವವನ್ನು ಹಂಚಿಕೊಂಡರು. ಕಸಾಪ ಪದಾಧಿಕಾರಿಗಳು, ವಿವಿಧ ಸಂಘಟನೆಗಳ ಪ್ರಮುಖರು ಉಪಸ್ಥಿತರಿದ್ದರು. ಸ್ವಾಗತ, ನಿರೂಪಣೆ ಹಾಗೂ ವಂದನಾರ್ಪಣೆ ಕಾರ್ಯಕ್ರಮದ ಭಾಗವಾಗಿ ನಡೆದವು. — [624, 666, 912, 746]
header-date-english: Wednesday 18 December 2024 — [86, 37, 197, 45]
sidebar-masthead-word1: ಹಸಿರು — [60, 67, 96, 87]
header-masthead: ಹಸಿರು ಕ್ರಾಂತಿ — [766, 28, 909, 47]
sidebar-article-title: ಆರೋಗ್ಯಕ್ಕೆ ಮಾರಕ ನ್ಯಾನೋಪ್ಲಾಸ್ಟಿಕ್ — [42, 114, 226, 131]
page-header — [66, 28, 909, 48]
budget-box — [700, 870, 914, 1075]
print-dots-4 — [790, 1438, 850, 1450]
youth-title-line1: ಯುವ ಪರಿವರ್ತಕರ ತರಬೇತಿಗಾಗಿ — [26, 870, 246, 888]
budget-title-line2: ಬಜೆಟ್ ಪೂರ್ವಭಾವಿ ಸಭೆ — [751, 903, 867, 919]
print-dots-1 — [98, 1438, 158, 1450]
black-dot-icon — [134, 1443, 144, 1453]
magenta-dot-icon — [342, 1443, 352, 1453]
yellow-dot-icon — [584, 1443, 594, 1453]
jds-photo-caption: (ಹಸಿರುಕ್ರಾಂತಿ ವರದಿ) — [697, 1262, 745, 1270]
feature-body-under-image: ಪೌರಾಣಿಕ ನಂಬಿಕೆಗಳ ಪ್ರಕಾರ ಮಾರ್ಗಶಿರ ಮಾಸದ ಹುಣ್ಣಿಮೆಯಂದು ಭಗವಾನ್ ಶ್ರೀ ದತ್ತಾತ್ರೇಯರು ಜನಿಸಿದರು. ಆದ್ದರಿಂದ ಈ ದಿನವನ್ನು ದತ್ತ ಜಯಂತಿ ಎಂದು ಕರೆಯಲಾಗುತ್ತದೆ. ಈ ದಿನ ಭಕ್ತರು ದತ್ತಾತ್ರೇಯರನ್ನು ಪೂಜಿಸಿ ಗುರುಚರಿತ್ರೆ ಪಾರಾಯಣ ಮಾಡುತ್ತಾರೆ. — [521, 500, 711, 540]
sidebar-masthead — [30, 63, 238, 93]
tractor-logo-icon — [126, 69, 148, 86]
youth-title-line2: ಅಭ್ಯರ್ಥಿಗಳಿಂದ ಅರ್ಜಿ ಆಹ್ವಾನ — [72, 891, 200, 906]
page-number: 4 — [66, 29, 82, 47]
guarantee-photo — [252, 910, 402, 988]
yellow-dot-icon — [354, 1443, 364, 1453]
print-dots-3 — [560, 1438, 620, 1450]
budget-body: ವಿಜಯಪುರ ಡಿ.17:- ಮಹಾನಗರ ಪಾಲಿಕೆಯ ಆಯವ್ಯಯ ಬಜೆಟ್ ಸಿದ್ಧಪಡಿಸುವ ನಿಟ್ಟಿನಲ್ಲಿ ಸಾರ್ವಜನಿಕರ ಸಲಹೆ ಪಡೆಯಲು ದಿನಾಂಕ : 19-12-2024ರ ಮಧ್ಯಾಹ್ನ 4 ಗಂಟೆಗೆ ಮಹಾನಗರ ಪಾಲಿಕೆ ಸಭಾಂಗಣದಲ್ಲಿ ಪೂರ್ವಭಾವಿ ಸಭೆ ಆಯೋಜಿಸಲಾಗಿದೆ. ನಗರದ ನಾಗರಿಕರು, ವಿವಿಧ ಸಂಘ ಸಂಸ್ಥೆಗಳ ಪದಾಧಿಕಾರಿಗಳು, ವ್ಯಾಪಾರಸ್ಥರು, ಕೈಗಾರಿಕೋದ್ಯಮಿಗಳು ಹಾಗೂ ಸಾರ್ವಜನಿಕರು ಸಭೆಯಲ್ಲಿ ಭಾಗವಹಿಸಿ ಸೂಕ್ತ ಸಲಹೆ ಸೂಚನೆಗಳನ್ನು ನೀಡಬೇಕೆಂದು ಮಹಾನಗರ ಪಾಲಿಕೆ ಆಯುಕ್ತರು ಪ್ರಕಟಣೆಯಲ್ಲಿ ತಿಳಿಸಿದ್ದಾರೆ. — [707, 928, 913, 988]
hiv-body-col2: ಬಳ್ಳಾರಿ,ಡಿ.17:- ಸಮಾಜದಲ್ಲಿ ಹೆಚ್‌ಐವಿ ಸೋಂಕಿನ ನಿಯಂತ್ರಣಕ್ಕೆ ಪ್ರತಿಯೊಬ್ಬರ ಸಹಕಾರ ಅಗತ್ಯವಾಗಿದೆ ಎಂದು ಹಿರಿಯ ಸಿವಿಲ್ ನ್ಯಾಯಾಧೀಶರು ಹಾಗೂ ಜಿಲ್ಲಾ ಕಾನೂನು ಸೇವೆಗಳ ಪ್ರಾಧಿಕಾರದ ಸದಸ್ಯ ಕಾರ್ಯದರ್ಶಿಯಾದ ರಾಜೇಶ್.ಎನ್ ಹೊಸಮನೆ ಅವರು ಹೇಳಿದರು. ವಿಶ್ವ ಏಡ್ಸ್ ದಿನಾಚರಣೆಯ ಅಂಗವಾಗಿ ಜಿಲ್ಲಾ ಆರೋಗ್ಯ ಮತ್ತು ಕುಟುಂಬ ಕಲ್ಯಾಣ ಇಲಾಖೆ, ಜಿಲ್ಲಾ ಏಡ್ಸ್ ನಿಯಂತ್ರಣ ಘಟಕ ಹಾಗೂ ವಿವಿಧ ಇಲಾಖೆಗಳ ಸಹಯೋಗದಲ್ಲಿ ಹಮ್ಮಿಕೊಂಡಿದ್ದ ಕಾರ್ಯಕ್ರಮ ಉದ್ಘಾಟಿಸಿ ಅವರು ಮಾತನಾಡಿದರು. ಹೆಚ್‌ಐವಿ ಸೋಂಕಿತರ ಬಗ್ಗೆ ತಾರತಮ್ಯ ಮಾಡಬಾರದು. ಅವರಿಗೂ ಸಮಾಜದಲ್ಲಿ ಗೌರವದಿಂದ ಬದುಕುವ ಹಕ್ಕಿದೆ. ಕಾನೂನು ಅವರಿಗೆ ರಕ್ಷಣೆ ನೀಡುತ್ತದೆ ಎಂದರು. ಜಿಲ್ಲಾ ಆರೋಗ್ಯಾಧಿಕಾರಿಗಳು ಮಾತನಾಡಿ, ಜಿಲ್ಲೆಯಲ್ಲಿ ಸೋಂಕಿನ ಪ್ರಮಾಣ ಕಡಿಮೆಯಾಗುತ್ತಿದೆ. ಆದರೂ ಜಾಗೃತಿ ಅಗತ್ಯ. ಎಲ್ಲರೂ ಉಚಿತ ಪರೀಕ್ಷೆ ಮಾಡಿಸಿಕೊಳ್ಳಬೇಕು. ಐಸಿಟಿಸಿ ಕೇಂದ್ರಗಳಲ್ಲಿ ಆಪ್ತಸಮಾಲೋಚನೆ ಹಾಗೂ ಪರೀಕ್ಷಾ ಸೌಲಭ್ಯ ಲಭ್ಯವಿದೆ. ಸೋಂಕಿತರಿಗೆ ಎಆರ್‌ಟಿ ಕೇಂದ್ರಗಳಲ್ಲಿ ಉಚಿತ ಚಿಕಿತ್ಸೆ ನೀಡಲಾಗುತ್ತಿದೆ ಎಂದು ಹೇಳಿದರು. ಕಾರ್ಯಕ್ರಮದಲ್ಲಿ ವಿವಿಧ ಇಲಾಖೆಗಳ ಅಧಿಕಾರಿಗಳು, ವೈದ್ಯರು, ಆರೋಗ್ಯ ಸಿಬ್ಬಂದಿ, ವಿದ್ಯಾರ್ಥಿಗಳು ಹಾಗೂ ಸ್ವಯಂಸೇವಾ ಸಂಸ್ಥೆಗಳ ಪ್ರತಿನಿಧಿಗಳು ಭಾಗವಹಿಸಿದ್ದರು. ಜಾಗೃತಿ ಜಾಥಾ ಹಾಗೂ ಪ್ರತಿಜ್ಞಾ ವಿಧಿ ಬೋಧನೆ ನಡೆಯಿತು. ಕಲ್ಯಾಣ ಕರ್ನಾಟಕ ಭಾಗದಲ್ಲಿ ಸೋಂಕಿನ ಪ್ರಮಾಣ ತಗ್ಗಿಸಲು ನಿರಂತರ ಪ್ರಯತ್ನ ನಡೆಯುತ್ತಿದೆ. ಕಳೆದ 40 ವರ್ಷಗಳಿಂದ ಭಾರತ ಸೇರಿದಂತೆ ಜಗತ್ತಿನ ಹಲವು ರಾಷ್ಟ್ರಗಳಲ್ಲಿ ಕಾಡುತ್ತಿರುವ ಹೆಚ್‌ಐವಿ ಸೋಂಕನ್ನು ಸಂಪೂರ್ಣವಾಗಿ ನಿರ್ಮೂಲನೆ ಮಾಡುವ ಗುರಿ ಹೊಂದಲಾಗಿದೆ. — [164, 1232, 446, 1373]
hiv-title: ಹೆಚ್‌ಐವಿ ನಿಯಂತ್ರಣಕ್ಕೆ ಪ್ರತಿಯೊಬ್ಬರ ಸಹಕಾರ ಅಗತ್ಯ: ರಾಜೇಶ್.ಎನ್ ಹೊಸಮನೆ — [26, 1082, 616, 1108]
footer-stars: ★ ★ ★ — [873, 1428, 897, 1436]
feature-body-right: ದತ್ತಾತ್ರೇಯ ಜಯಂತಿಯಂದು ಮುಂಜಾನೆ ಬೇಗನೆ ಎದ್ದು ಸ್ನಾನ ಮಾಡಿ ಶುಭ್ರ ವಸ್ತ್ರಗಳನ್ನು ಧರಿಸಬೇಕು. ಭಕ್ತರು 'ಓಂ ಶ್ರೀ ಗುರುದೇವ ದತ್ತ' ಎಂಬ ಮಂತ್ರವನ್ನು ಜಪಿಸುತ್ತಾರೆ. ದೇವರಿಗೆ ಹೂವು, ಧೂಪ, ದೀಪ ಮತ್ತು ನೈವೇದ್ಯ ಅರ್ಪಿಸಿ ಆರತಿ ಮಾಡಲಾಗುತ್ತದೆ. ಅನೇಕ ಕ್ಷೇತ್ರಗಳಲ್ಲಿ ಪಲ್ಲಕ್ಕಿ ಉತ್ಸವ, ಭಜನೆ ಮತ್ತು ಅನ್ನಸಂತರ್ಪಣೆ ನಡೆಯುತ್ತದೆ. ದತ್ತಾತ್ರೇಯರ ಆರಾಧನೆಯಿಂದ ಜ್ಞಾನ, ವೈರಾಗ್ಯ ಮತ್ತು ಭಕ್ತಿ ದೊರೆಯುತ್ತದೆ ಎಂಬ ನಂಬಿಕೆ ಇದೆ. ಅವರ ಜೊತೆಯಲ್ಲಿರುವ ನಾಲ್ಕು ನಾಯಿಗಳು ನಾಲ್ಕು ವೇದಗಳ ಸಂಕೇತ ಹಾಗೂ ಹಸು ಭೂಮಿಯ ಸಂಕೇತ ಎಂದು ಹೇಳಲಾಗುತ್ತದೆ. ಈ ಸಂದರ್ಭದಲ್ಲಿ ದತ್ತ ಕ್ಷೇತ್ರಗಳಿಗೆ ಭೇಟಿ ನೀಡಿ ದರ್ಶನ ಪಡೆಯುವುದು ಶ್ರೇಯಸ್ಕರ ಎನ್ನಲಾಗುತ್ತದೆ. — [714, 100, 912, 190]
print-dots-2 — [330, 1438, 390, 1450]
book-release-body-left: ಧಾರವಾಡ ಡಿ.17:- ಜಿಲ್ಲಾ ಕನ್ನಡ ಸಾಹಿತ್ಯ ಪರಿಷತ್ತಿನ ಸಭಾಂಗಣದಲ್ಲಿ ಡಾ. ಶರಣಮ್ಮ ಗೊರೆಬಾಳ ರಚಿಸಿದ 'ಮತ್ತೆ ನಕ್ಕಿತು ಭೂಮಿ' ಕವನ ಸಂಕಲನವನ್ನು ಗಣ್ಯರು ಬಿಡುಗಡೆ ಮಾಡಿದರು. ಕೃತಿ ಕುರಿತು ಮಾತನಾಡಿದ ವಿಮರ್ಶಕರು, ಈ ಸಂಕಲನದ ಕವಿತೆಗಳು ಪ್ರಕೃತಿ ಮತ್ತು ಮಾನವ ಸಂಬಂಧಗಳ ಸೂಕ್ಷ್ಮತೆಯನ್ನು ಸರಳ ಭಾಷೆಯಲ್ಲಿ ಕಟ್ಟಿಕೊಡುತ್ತವೆ. ಸ್ತ್ರೀ ಸಂವೇದನೆ, ಗ್ರಾಮೀಣ ಬದುಕು ಹಾಗೂ ಸಾಮಾಜಿಕ ಕಾಳಜಿ ಇಲ್ಲಿನ ಕವಿತೆಗಳ ಜೀವಾಳವಾಗಿದೆ ಎಂದು ಹೇಳಿದರು. ಪ್ರತಿಯೊಬ್ಬ ಓದುಗನ ಮನಸ್ಸನ್ನು ಈ ಕವನಗಳು ಮುಟ್ಟುತ್ತವೆ ಎಂದರು. ಕಾರ್ಯಕ್ರಮದಲ್ಲಿ ಸಾಹಿತಿಗಳು, ಕವಿಗಳು, ಶಿಕ್ಷಕರು ಹಾಗೂ ಸಾಹಿತ್ಯಾಸಕ್ತರು ಭಾಗವಹಿಸಿದ್ದರು. ಕೃತಿಕಾರರಾದ ಡಾ. ಶರಣಮ್ಮ ಗೊರೆಬಾಳ ಅವರು ತಮ್ಮ ಕಾವ್ಯ ರಚನೆಯ ಅನುಭವವನ್ನು ಹಂಚಿಕೊಂಡರು. ಕಸಾಪ ಪದಾಧಿಕಾರಿಗಳು, ವಿವಿಧ ಸಂಘಟನೆಗಳ ಪ್ರಮುಖರು ಉಪಸ್ಥಿತರಿದ್ದರು. ಸ್ವಾಗತ, ನಿರೂಪಣೆ ಹಾಗೂ ವಂದನಾರ್ಪಣೆ ಕಾರ್ಯಕ್ರಮದ ಭಾಗವಾಗಿ ನಡೆದವು. — [254, 666, 386, 837]
cyan-dot-icon — [330, 1443, 340, 1453]
black-dot-icon — [596, 1443, 606, 1453]
